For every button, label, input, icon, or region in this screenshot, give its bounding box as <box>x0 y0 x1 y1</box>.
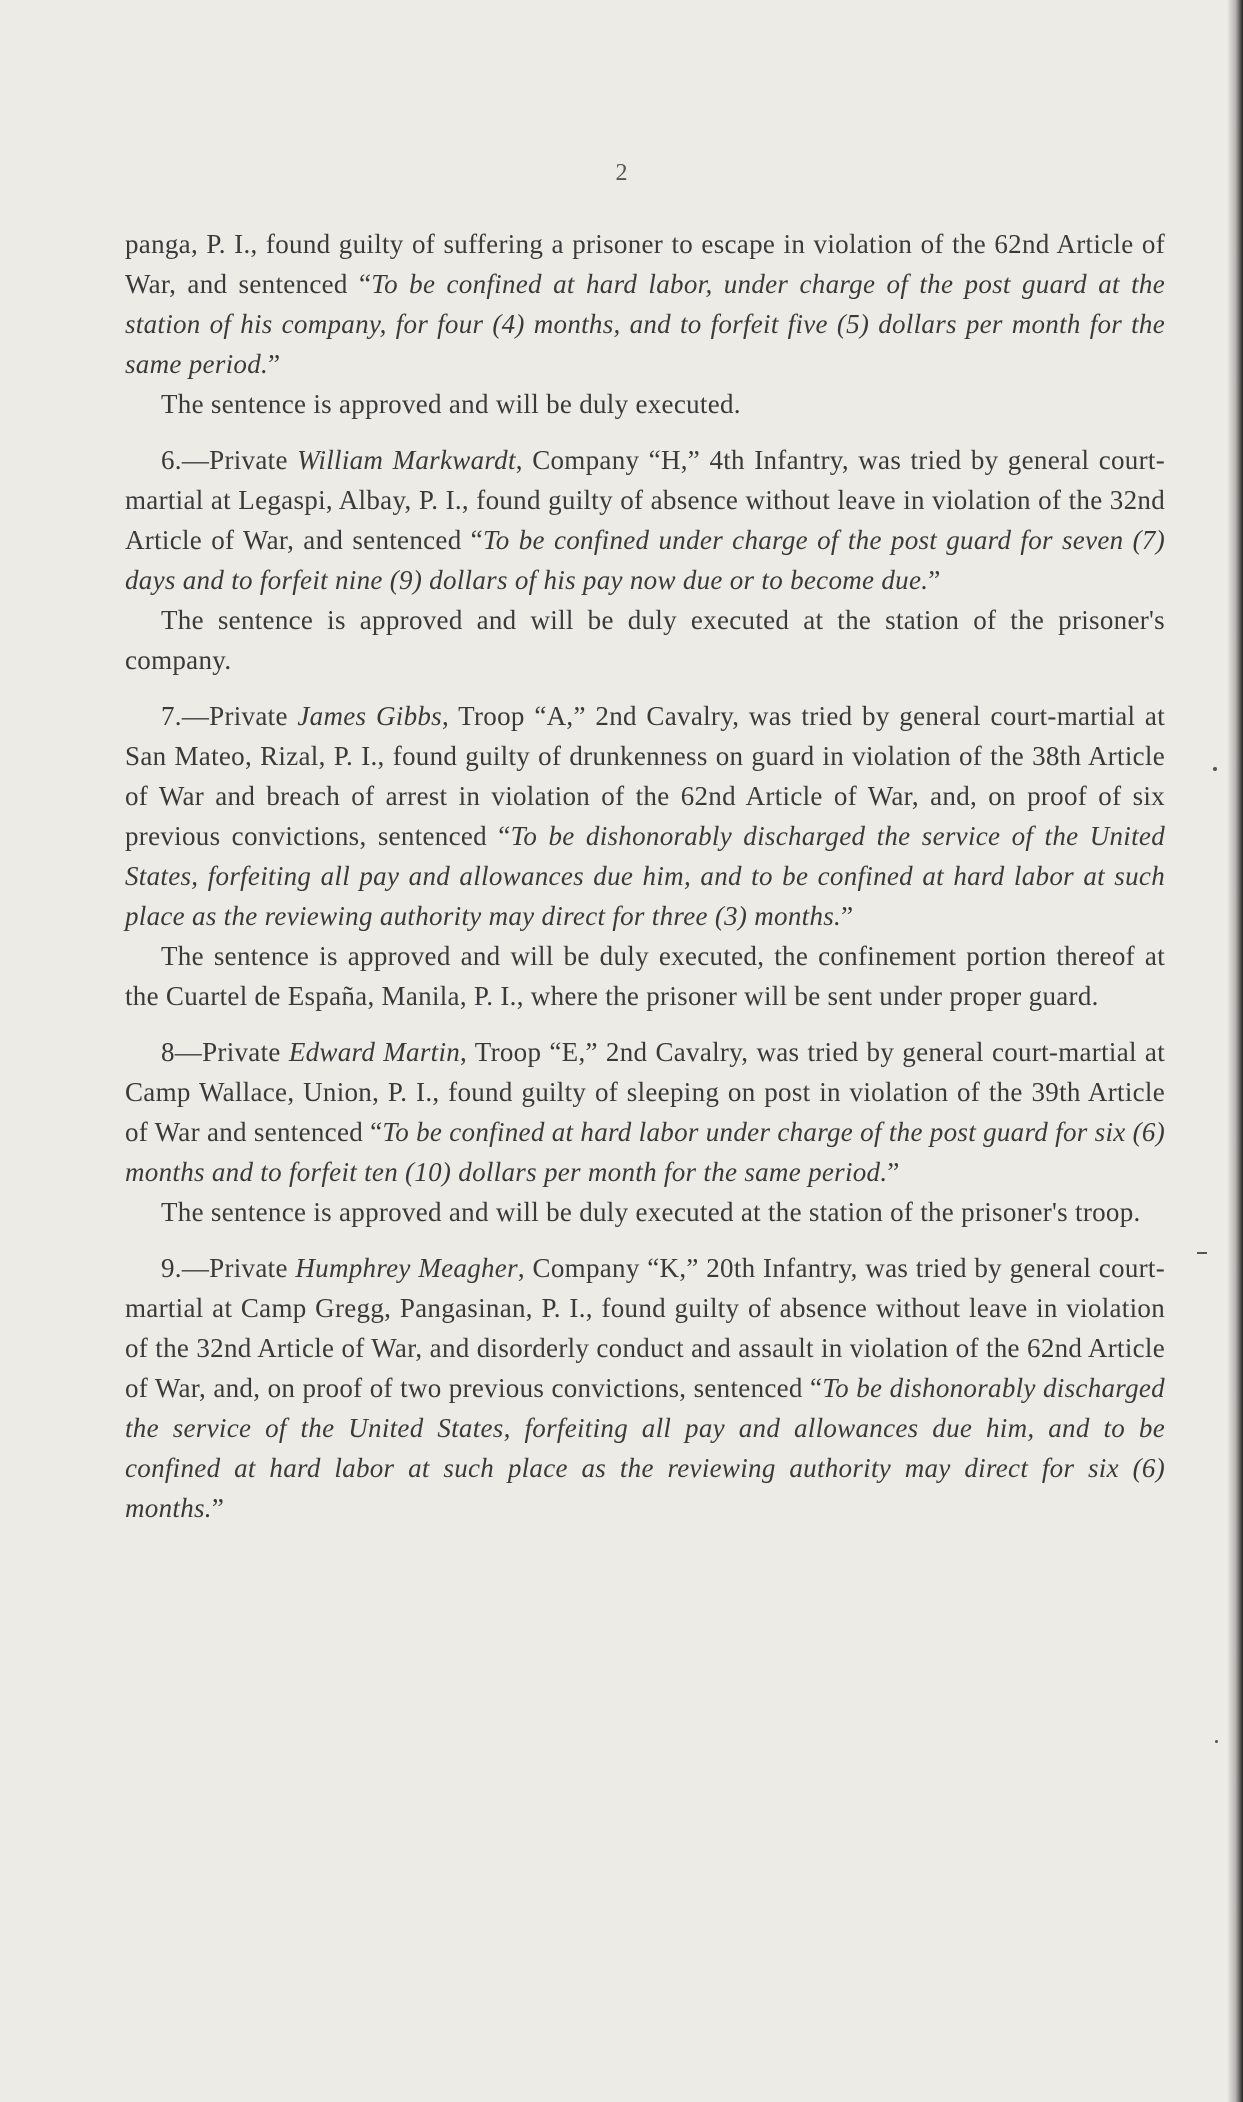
page-number: 2 <box>615 160 628 186</box>
case-details: , Troop “A,” 2nd Cavalry, was tried by general court-martial at San Mateo, Rizal, P. I., found guilty of drunkenness on guard in violation of the 38th Article of War and breach of arrest in violation of the 62nd Article of War, and, on proof of six previous convictions, sentenced “ <box>125 701 1165 851</box>
scan-speck <box>1197 1252 1207 1254</box>
case-close: ” <box>928 565 941 595</box>
case-paragraph-8 <box>125 1032 1165 1192</box>
scan-speck <box>1213 767 1217 771</box>
case-details: , Troop “E,” 2nd Cavalry, was tried by general court-martial at Camp Wallace, Union, P. I., found guilty of sleeping on post in violation of the 39th Article of War and sentenced “ <box>125 1037 1165 1147</box>
case-lead: 7.—Private <box>161 701 298 731</box>
case-name: James Gibbs <box>297 701 442 731</box>
case-name: Humphrey Meagher <box>295 1253 518 1283</box>
case-close: ” <box>211 1493 225 1523</box>
case-sentence: To be confined under charge of the post guard for seven (7) days and to forfeit nine (9) dollars of his pay now due or to become due. <box>125 525 1165 595</box>
case-paragraph-7 <box>125 696 1165 936</box>
case-lead: 9.—Private <box>161 1253 296 1283</box>
continuation-lead: panga, P. I., found guilty of suffering a prisoner to escape in violation of the 62nd Article of War, and sentenced “ <box>125 229 1165 299</box>
case-details: , Company “H,” 4th Infantry, was tried by general court-martial at Legaspi, Albay, P. I., found guilty of absence without leave in violation of the 32nd Article of War, and sentenced “ <box>125 445 1165 555</box>
continuation-verdict: The sentence is approved and will be duly executed. <box>161 389 741 419</box>
case-paragraph-9 <box>125 1248 1165 1528</box>
case-lead: 8—Private <box>161 1037 289 1067</box>
continuation-close: ” <box>268 349 281 379</box>
case-name: William Markwardt <box>297 445 516 475</box>
case-details: , Company “K,” 20th Infantry, was tried by general court-martial at Camp Gregg, Pangasinan, P. I., found guilty of absence without leave in violation of the 32nd Article of War, and disorderly conduct and assault in violation of the 62nd Article of War, and, on proof of two previous convictions, sentenced “ <box>125 1253 1165 1403</box>
case-sentence: To be confined at hard labor under charge of the post guard for six (6) months and to forfeit ten (10) dollars per month for the same period. <box>125 1117 1165 1187</box>
case-verdict-6: The sentence is approved and will be duly executed at the station of the prisoner's company. <box>125 605 1165 675</box>
case-lead: 6.—Private <box>161 445 298 475</box>
page-edge-shadow <box>1227 0 1243 2102</box>
case-verdict-8: The sentence is approved and will be duly executed at the station of the prisoner's troop. <box>161 1197 1141 1227</box>
case-verdict-7: The sentence is approved and will be duly executed, the confinement portion thereof at the Cuartel de España, Manila, P. I., where the prisoner will be sent under proper guard. <box>125 941 1165 1011</box>
continuation-paragraph <box>125 224 1165 384</box>
case-paragraph-6 <box>125 440 1165 600</box>
continuation-sentence: To be confined at hard labor, under charge of the post guard at the station of his company, for four (4) months, and to forfeit five (5) dollars per month for the same period. <box>125 269 1165 379</box>
scan-speck <box>1215 1740 1218 1743</box>
case-close: ” <box>841 901 854 931</box>
document-body <box>125 224 1165 1528</box>
case-sentence: To be dishonorably discharged the service of the United States, forfeiting all pay and allowances due him, and to be confined at hard labor at such place as the reviewing authority may direct for three (3) months. <box>125 821 1165 931</box>
case-sentence: To be dishonorably discharged the service of the United States, forfeiting all pay and allowances due him, and to be confined at hard labor at such place as the reviewing authority may direct for six (6) months. <box>125 1373 1165 1523</box>
case-close: ” <box>887 1157 900 1187</box>
case-name: Edward Martin <box>288 1037 461 1067</box>
